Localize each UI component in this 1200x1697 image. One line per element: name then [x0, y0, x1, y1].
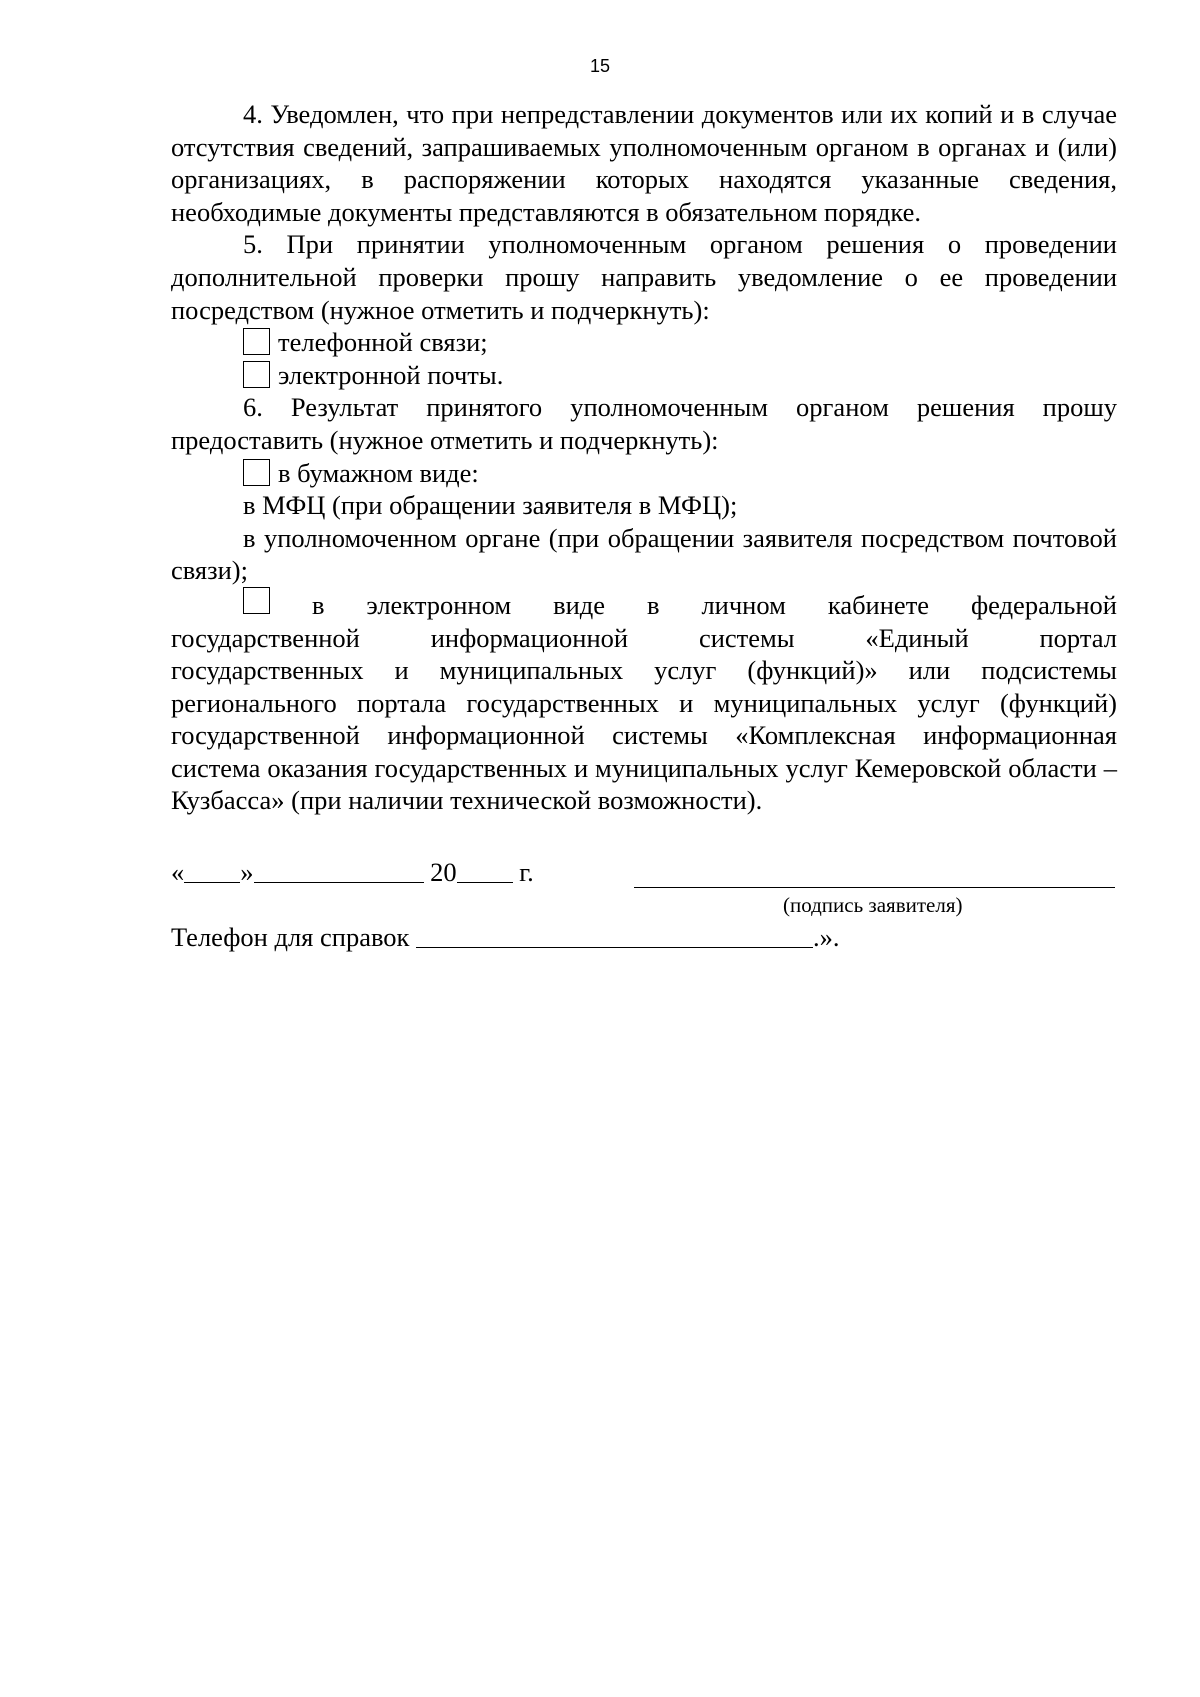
year-prefix: 20 [430, 857, 457, 887]
electronic-word: в [311, 589, 325, 620]
paper-checkbox[interactable] [243, 459, 270, 486]
paper-mfc: в МФЦ (при обращении заявителя в МФЦ); [243, 490, 738, 521]
phone-blank[interactable] [416, 923, 813, 948]
electronic-word: информационной [430, 622, 629, 653]
quote-close: » [240, 857, 254, 887]
email-checkbox[interactable] [243, 361, 270, 388]
electronic-word: личном [701, 589, 786, 620]
electronic-word: кабинете [827, 589, 930, 620]
electronic-rest: государственных и муниципальных услуг (функций)» или подсистемы регионального портала государственных и муниципальных услуг (функций) государственной информационной системы «Комплексная информационная система оказания государственных и муниципальных услуг Кемеровской области – Кузбасса» (при наличии технической возможности). [171, 655, 1117, 816]
electronic-word: в [646, 589, 660, 620]
electronic-word: федеральной [970, 589, 1117, 620]
page-number: 15 [589, 56, 611, 76]
phone-checkbox[interactable] [243, 328, 270, 355]
year-blank[interactable] [457, 858, 513, 883]
month-blank[interactable] [254, 858, 424, 883]
option-phone [171, 326, 1117, 359]
electronic-word: государственной [171, 622, 360, 653]
year-suffix: г. [519, 857, 534, 887]
paragraph-4: 4. Уведомлен, что при непредставлении документов или их копий и в случае отсутствия сведений, запрашиваемых уполномоченным органом в органах и (или) организациях, в распоряжении которых находятся указанные сведения, необходимые документы представляются в обязательном порядке. [171, 99, 1117, 227]
paragraph-6: 6. Результат принятого уполномоченным органом решения прошу предоставить (нужное отметить и подчеркнуть): [171, 392, 1117, 455]
electronic-word: виде [553, 589, 606, 620]
paragraph-5: 5. При принятии уполномоченным органом решения о проведении дополнительной проверки прошу направить уведомление о ее проведении посредством (нужное отметить и подчеркнуть): [171, 229, 1117, 325]
electronic-word: портал [1039, 622, 1117, 653]
electronic-word: «Единый [865, 622, 969, 653]
option-email [171, 359, 1117, 392]
signature-caption: (подпись заявителя) [783, 893, 963, 917]
option-paper-label: в бумажном виде: [278, 457, 479, 488]
date-field [171, 857, 534, 888]
day-blank[interactable] [184, 858, 240, 883]
option-electronic [171, 587, 1117, 622]
option-email-label: электронной почты. [278, 359, 504, 390]
option-paper [171, 457, 1117, 490]
electronic-line-2 [171, 622, 1117, 655]
electronic-checkbox[interactable] [243, 587, 270, 614]
document-body [171, 98, 1117, 817]
option-phone-label: телефонной связи; [278, 327, 488, 358]
signature-line[interactable] [634, 887, 1115, 888]
phone-label: Телефон для справок [171, 922, 410, 952]
electronic-word: электронном [366, 589, 512, 620]
quote-open: « [171, 857, 185, 887]
phone-suffix: .». [813, 922, 840, 952]
phone-field [171, 922, 840, 953]
paper-organ: в уполномоченном органе (при обращении заявителя посредством почтовой связи); [171, 522, 1117, 586]
electronic-word: системы [698, 622, 795, 653]
